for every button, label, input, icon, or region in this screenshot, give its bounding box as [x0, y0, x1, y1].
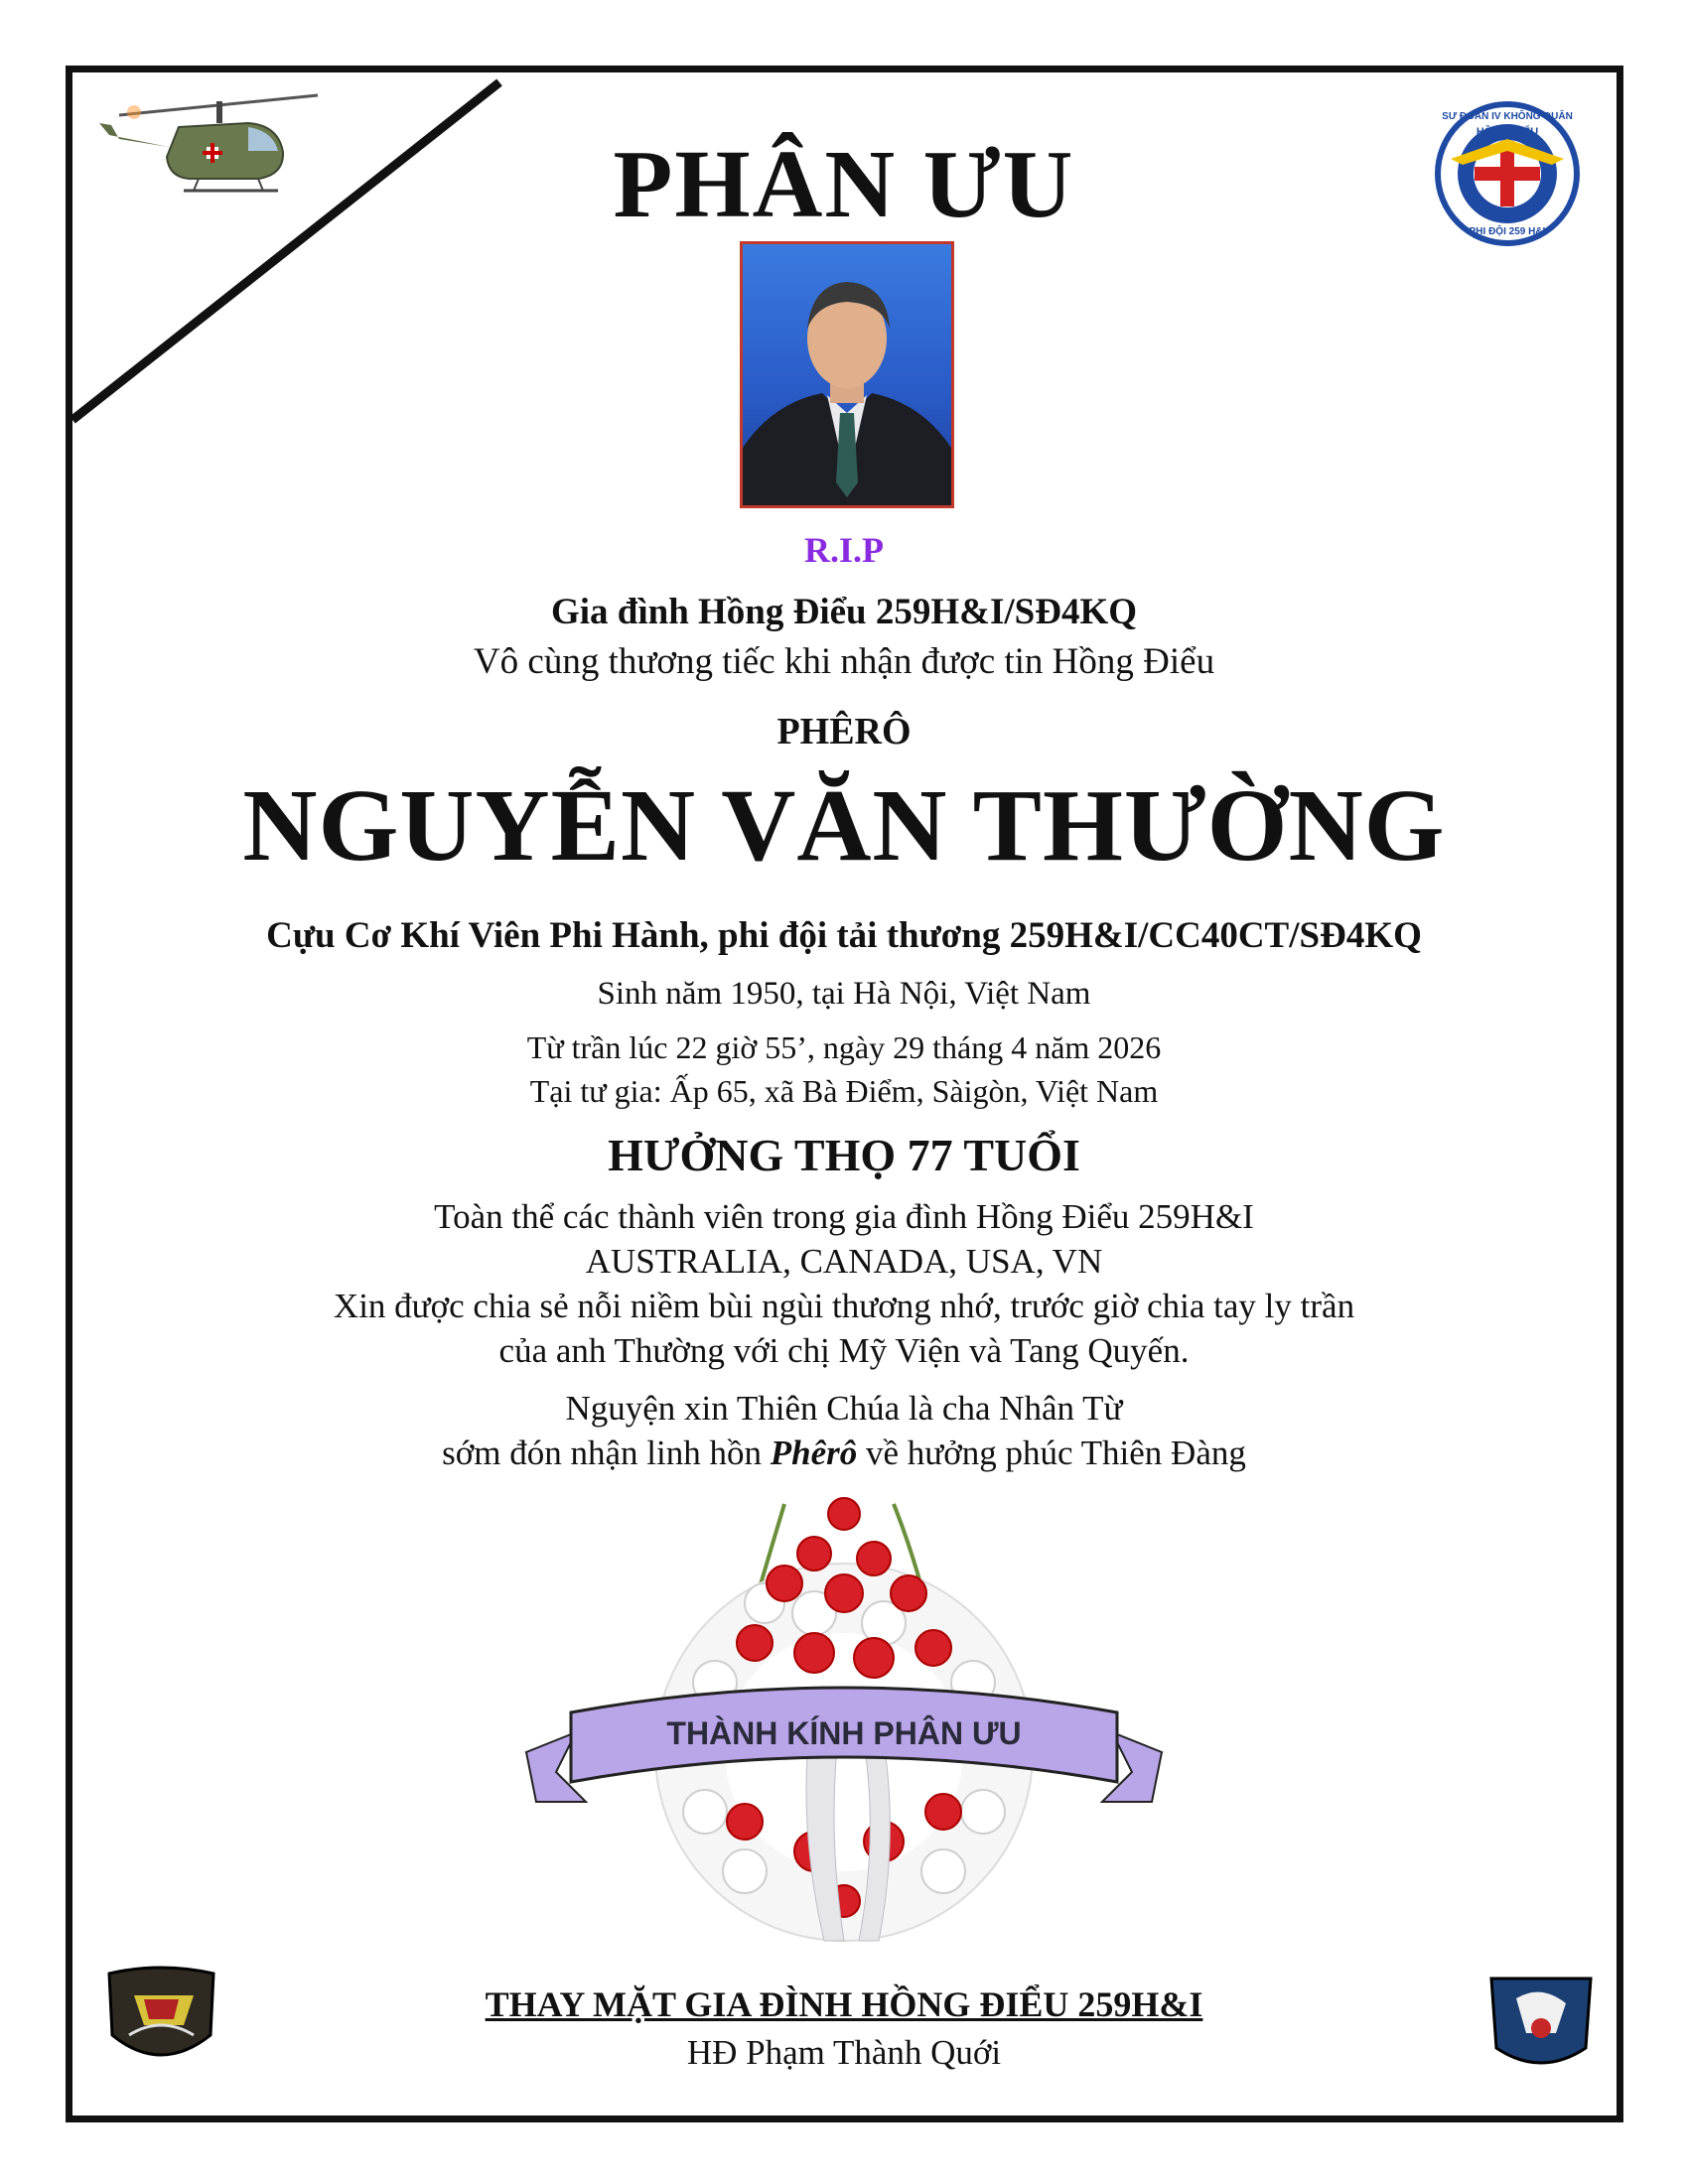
portrait-illustration: [743, 244, 951, 505]
flower-wreath-illustration: [516, 1484, 1172, 1961]
emblem-mid-text: HỒNG ĐIỂU: [1476, 126, 1539, 138]
emblem-bottom-text: PHI ĐỘI 259 H&I: [1469, 226, 1546, 237]
message-line-2: AUSTRALIA, CANADA, USA, VN: [585, 1242, 1103, 1281]
prayer-text-after: về hưởng phúc Thiên Đàng: [857, 1433, 1246, 1472]
signer-name: HĐ Phạm Thành Quới: [686, 2033, 1002, 2072]
message-line-4: của anh Thường với chị Mỹ Viện và Tang Quyến.: [498, 1331, 1190, 1370]
page-title: PHÂN ƯU: [613, 131, 1075, 238]
rip-label: R.I.P: [804, 530, 884, 570]
prayer-line-2: [0, 1433, 1688, 1473]
residence-info: Tại tư gia: Ấp 65, xã Bà Điểm, Sàigòn, Việt Nam: [529, 1073, 1159, 1109]
christian-name: PHÊRÔ: [776, 711, 912, 752]
death-info: Từ trần lúc 22 giờ 55’, ngày 29 tháng 4 năm 2026: [526, 1029, 1162, 1065]
condolence-line: Vô cùng thương tiếc khi nhận được tin Hồng Điểu: [473, 641, 1215, 682]
on-behalf-line: THAY MẶT GIA ĐÌNH HỒNG ĐIỂU 259H&I: [485, 1984, 1203, 2024]
prayer-line-1: Nguyện xin Thiên Chúa là cha Nhân Từ: [565, 1389, 1123, 1428]
prayer-text-before: sớm đón nhận linh hồn: [442, 1433, 771, 1472]
portrait-photo: [740, 241, 954, 508]
message-line-1: Toàn thể các thành viên trong gia đình Hồng Điểu 259H&I: [434, 1197, 1254, 1236]
deceased-name: NGUYỄN VĂN THƯỜNG: [242, 768, 1446, 883]
prayer-soul-name: Phêrô: [770, 1433, 858, 1472]
age-info: HƯỞNG THỌ 77 TUỔI: [608, 1130, 1080, 1180]
emblem-top-text: SƯ ĐOÀN IV KHÔNG QUÂN: [1442, 111, 1573, 122]
deceased-role: Cựu Cơ Khí Viên Phi Hành, phi đội tải thương 259H&I/CC40CT/SĐ4KQ: [266, 915, 1422, 956]
family-name: Gia đình Hồng Điểu 259H&I/SĐ4KQ: [550, 592, 1138, 632]
birth-info: Sinh năm 1950, tại Hà Nội, Việt Nam: [597, 976, 1091, 1012]
message-line-3: Xin được chia sẻ nỗi niềm bùi ngùi thương nhớ, trước giờ chia tay ly trần: [333, 1287, 1355, 1325]
wreath-ribbon-text: THÀNH KÍNH PHÂN ƯU: [666, 1715, 1022, 1751]
